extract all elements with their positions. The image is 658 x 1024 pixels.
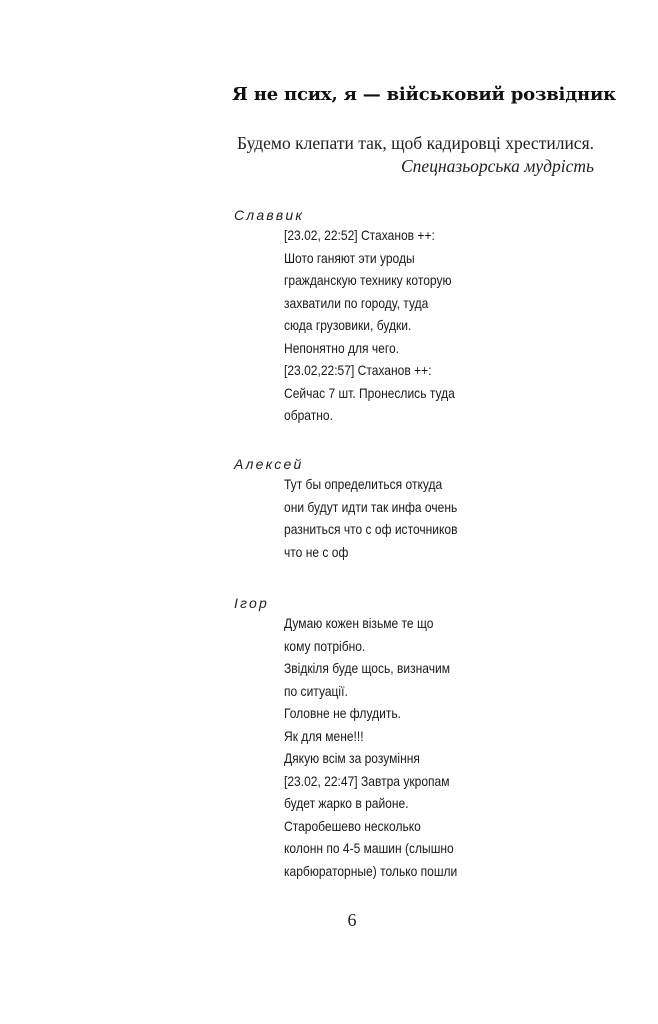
message-line: будет жарко в районе.: [284, 795, 409, 811]
message-line: Тут бы определиться откуда: [284, 476, 443, 492]
message-line: карбюраторные) только пошли: [284, 862, 458, 879]
speaker-name: Ігор: [234, 595, 270, 611]
epigraph-text: Будемо клепати так, щоб кадировці хрестилися.: [237, 133, 594, 153]
message-line: они будут идти так инфа очень: [284, 498, 458, 515]
message-line: что не с оф: [284, 543, 349, 560]
message-line: [23.02, 22:52] Стаханов ++:: [284, 227, 435, 243]
message-line: Дякую всім за розуміння: [284, 750, 420, 766]
message-line: Як для мене!!!: [284, 727, 364, 744]
speaker-name: Алексей: [234, 456, 304, 472]
speaker-name: Славвик: [234, 207, 305, 223]
message-line: Шото ганяют эти уроды: [284, 249, 415, 266]
message-line: [23.02, 22:47] Завтра укропам: [284, 772, 450, 789]
message-line: [23.02,22:57] Стаханов ++:: [284, 362, 432, 378]
message-line: кому потрібно.: [284, 637, 366, 654]
message-line: Думаю кожен візьме те що: [284, 615, 434, 631]
chapter-title: Я не псих, я — військовий розвідник: [232, 84, 616, 105]
message-line: по ситуації.: [284, 682, 348, 699]
message-line: Звідкіля буде щось, визначим: [284, 660, 450, 676]
message-text: [284, 224, 455, 427]
epigraph: [237, 133, 594, 177]
message-line: Сейчас 7 шт. Пронеслись туда: [284, 384, 455, 401]
message-line: разниться что с оф источников: [284, 521, 458, 537]
message-line: Старобешево несколько: [284, 817, 421, 834]
message-line: захватили по городу, туда: [284, 294, 429, 311]
message-text: [284, 473, 458, 563]
epigraph-attribution: Спецназьорська мудрість: [401, 156, 594, 176]
message-line: гражданскую технику которую: [284, 272, 452, 288]
message-line: обратно.: [284, 407, 333, 423]
message-line: колонн по 4-5 машин (слышно: [284, 840, 454, 856]
page-number: 6: [347, 910, 357, 930]
message-text: [284, 612, 457, 882]
message-line: сюда грузовики, будки.: [284, 317, 412, 333]
message-line: Непонятно для чего.: [284, 339, 400, 356]
message-line: Головне не флудить.: [284, 705, 401, 721]
